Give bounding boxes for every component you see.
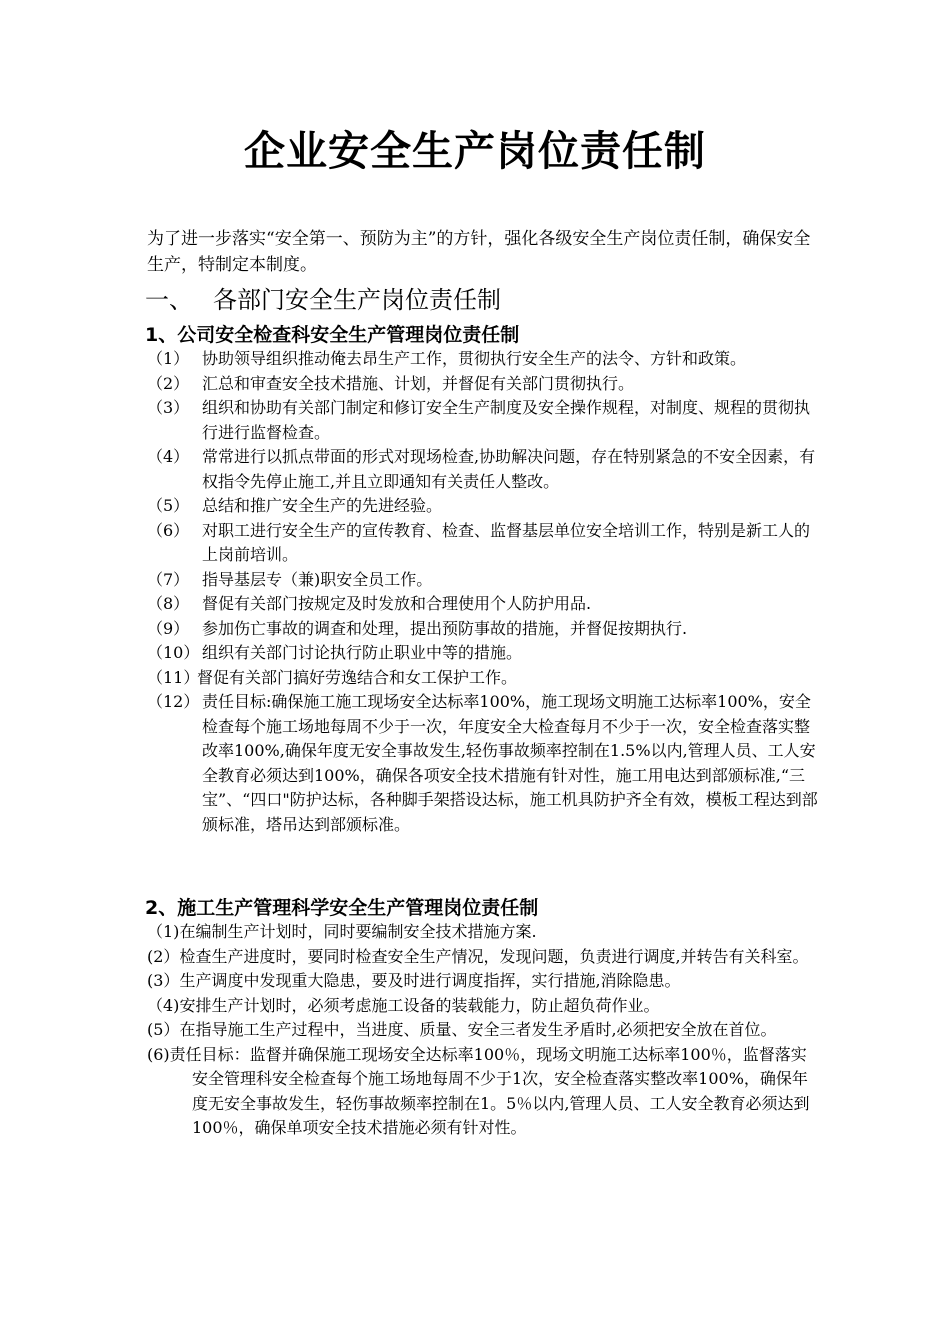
section-title: 各部门安全生产岗位责任制 xyxy=(213,286,501,314)
item-number: （7） xyxy=(147,569,190,589)
item-text: 责任目标:确保施工施工现场安全达标率100%，施工现场文明施工达标率100%，安全检查每个施工场地每周不少于一次，年度安全大检查每月不少于一次，安全检查落实整改率100%,确保年度无安全事故发生,轻伤事故频率控制在1.5%以内,管理人员、工人安全教育必须达到100%，确保各项安全技术措施有针对性，施工用电达到部颁标准,“三宝”、“四口"防护达标，各种脚手架搭设达标，施工机具防护齐全有效，模板工程达到部颁标准，塔吊达到部颁标准。 xyxy=(202,692,818,834)
item-number: （1) xyxy=(147,922,180,941)
item-number: （12） xyxy=(147,692,200,711)
item-text: 在指导施工生产过程中，当进度、质量、安全三者发生矛盾时,必须把安全放在首位。 xyxy=(179,1020,777,1039)
list-item xyxy=(147,1018,819,1043)
item-number: （6） xyxy=(147,520,190,540)
list-item xyxy=(147,372,819,397)
list-item xyxy=(147,519,819,568)
subsection-heading-1: 1、公司安全检查科安全生产管理岗位责任制 xyxy=(145,324,520,346)
item-number: （4) xyxy=(147,995,180,1015)
item-text: 总结和推广安全生产的先进经验。 xyxy=(202,496,443,515)
item-number: （10） xyxy=(147,643,200,662)
item-text: 对职工进行安全生产的宣传教育、检查、监督基层单位安全培训工作，特别是新工人的上岗前培训。 xyxy=(202,520,811,564)
item-number: （9） xyxy=(147,618,190,638)
item-text: 协助领导组织推动俺去昂生产工作，贯彻执行安全生产的法令、方针和政策。 xyxy=(202,349,747,368)
list-item xyxy=(147,666,819,691)
list-item xyxy=(147,945,819,970)
list-item xyxy=(147,396,819,445)
section-number: 一、 xyxy=(145,286,193,314)
item-text: 督促有关部门搞好劳逸结合和女工保护工作。 xyxy=(197,667,518,687)
item-number: （3） xyxy=(147,398,190,417)
item-text: 责任目标：监督并确保施工现场安全达标率100％，现场文明施工达标率100％，监督落实安全管理科安全检查每个施工场地每周不少于1次，安全检查落实整改率100%，确保年度无安全事故发生，轻伤事故频率控制在1。5％以内,管理人员、工人安全教育必须达到100％，确保单项安全技术措施必须有针对性。 xyxy=(169,1044,810,1137)
item-number: (5） xyxy=(147,1020,180,1039)
list-item xyxy=(147,445,819,494)
list-item xyxy=(147,494,819,519)
list-item xyxy=(147,617,819,642)
item-text: 常常进行以抓点带面的形式对现场检查,协助解决问题，存在特别紧急的不安全因素，有权指令先停止施工,并且立即通知有关责任人整改。 xyxy=(202,447,816,491)
subsection-heading-2: 2、施工生产管理科学安全生产管理岗位责任制 xyxy=(145,897,539,919)
list-item xyxy=(147,920,819,945)
item-text: 参加伤亡事故的调查和处理，提出预防事故的措施，并督促按期执行. xyxy=(202,618,688,638)
item-text: 组织有关部门讨论执行防止职业中等的措施。 xyxy=(202,643,523,662)
item-number: （8） xyxy=(147,594,190,613)
list-item xyxy=(147,1043,819,1141)
item-text: 组织和协助有关部门制定和修订安全生产制度及安全操作规程，对制度、规程的贯彻执行进行监督检查。 xyxy=(202,398,811,442)
item-number: （1） xyxy=(147,349,190,368)
document-title: 企业安全生产岗位责任制 xyxy=(244,127,706,175)
list-item xyxy=(147,641,819,666)
item-text: 指导基层专（兼)职安全员工作。 xyxy=(202,569,433,589)
subsection-2-list xyxy=(147,920,819,1141)
item-number: (3） xyxy=(147,971,180,990)
item-number: (2） xyxy=(147,946,180,966)
item-text: 检查生产进度时，要同时检查安全生产情况，发现问题，负责进行调度,并转告有关科室。 xyxy=(179,946,809,966)
item-text: 安排生产计划时，必须考虑施工设备的装载能力，防止超负荷作业。 xyxy=(179,995,660,1015)
item-number: (6) xyxy=(147,1044,170,1064)
item-text: 督促有关部门按规定及时发放和合理使用个人防护用品. xyxy=(202,594,592,613)
list-item xyxy=(147,994,819,1019)
item-number: （2） xyxy=(147,373,190,393)
item-number: （11） xyxy=(147,667,200,687)
subsection-1-list xyxy=(147,347,819,837)
section-heading xyxy=(145,284,501,316)
item-number: （5） xyxy=(147,496,190,515)
item-text: 生产调度中发现重大隐患，要及时进行调度指挥，实行措施,消除隐患。 xyxy=(179,971,681,990)
list-item xyxy=(147,568,819,593)
list-item xyxy=(147,347,819,372)
item-number: （4） xyxy=(147,447,190,466)
list-item xyxy=(147,690,819,837)
list-item xyxy=(147,592,819,617)
item-text: 在编制生产计划时，同时要编制安全技术措施方案. xyxy=(179,922,537,941)
intro-paragraph: 为了进一步落实“安全第一、预防为主”的方针，强化各级安全生产岗位责任制，确保安全生产，特制定本制度。 xyxy=(147,229,811,275)
item-text: 汇总和审查安全技术措施、计划，并督促有关部门贯彻执行。 xyxy=(202,373,635,393)
list-item xyxy=(147,969,819,994)
